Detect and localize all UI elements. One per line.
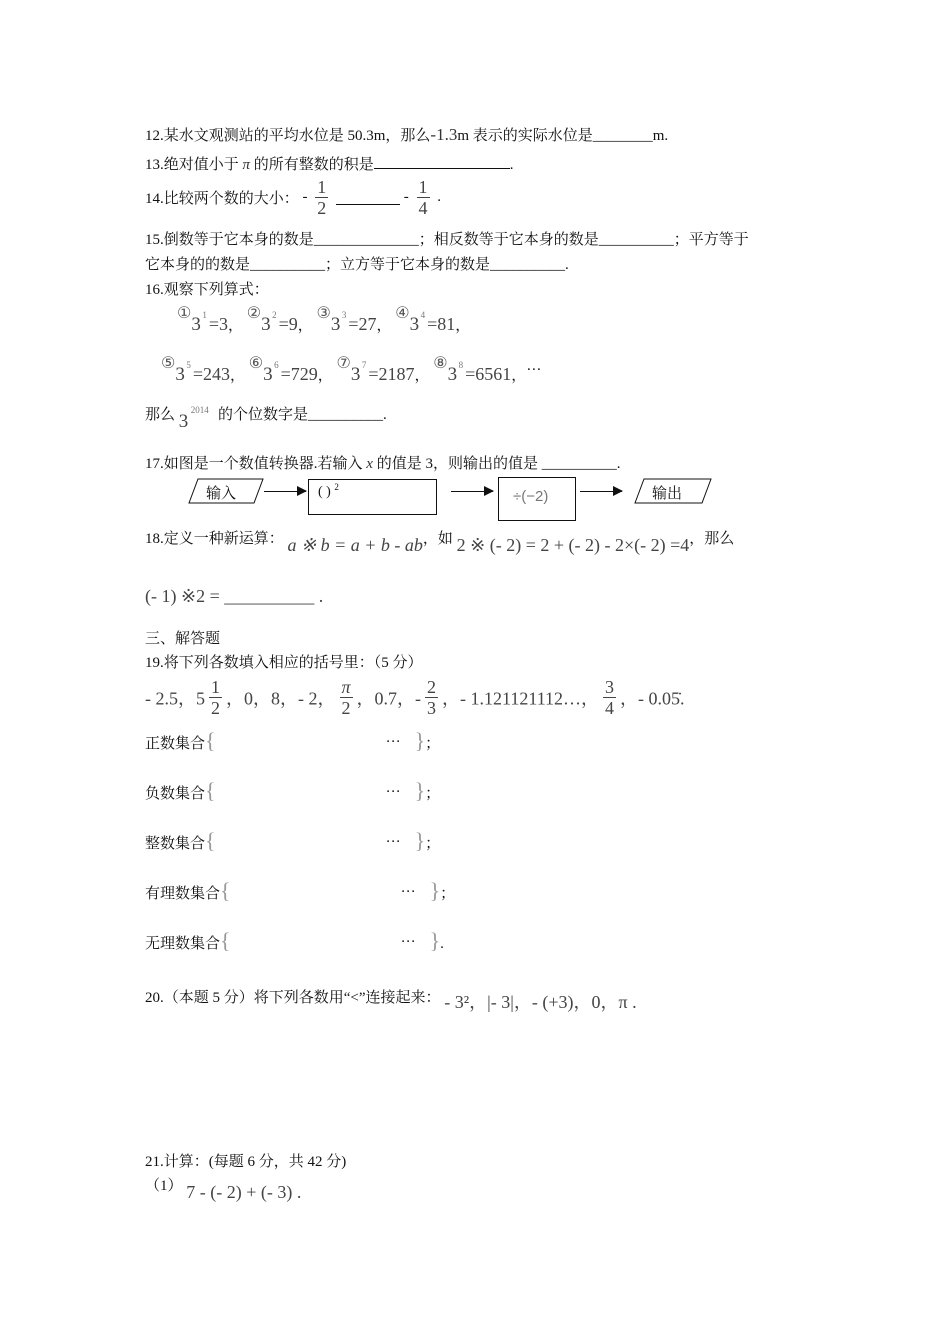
right-brace: } <box>429 878 441 903</box>
definition: a ※ b = a + b - ab <box>287 535 423 555</box>
q14-prefix: 14.比较两个数的大小： <box>145 191 299 207</box>
q12-suffix: m 表示的实际水位是________m. <box>457 128 669 144</box>
base: 3 <box>178 411 189 432</box>
ask-prefix: 那么 <box>145 407 176 423</box>
set-end: . <box>440 936 444 952</box>
power <box>191 310 207 336</box>
q19-numbers <box>145 677 685 718</box>
set-label: 正数集合 <box>145 736 206 752</box>
exponent: 1 <box>202 310 207 320</box>
result: =729 <box>280 364 318 384</box>
question-14 <box>145 177 441 218</box>
base: 3 <box>261 314 271 335</box>
left-brace: { <box>205 828 216 853</box>
exponent: 8 <box>458 360 464 370</box>
fraction <box>209 677 222 718</box>
exponent: 3 <box>341 310 347 320</box>
base: 3 <box>447 364 458 385</box>
question-16-title: 16.观察下列算式： <box>145 282 269 298</box>
right-brace: } <box>429 928 441 953</box>
nums-c: ，0.7，- <box>356 688 422 709</box>
exponent: 7 <box>361 360 367 370</box>
set-end: ； <box>425 736 441 752</box>
neg-sign: - <box>302 189 308 205</box>
q13-prefix: 13.绝对值小于 <box>145 157 239 173</box>
fraction <box>603 677 616 718</box>
nums-d: ，- 1.121121112…， <box>442 688 600 709</box>
arrow-right-icon <box>580 491 622 492</box>
result: =2187 <box>368 364 415 384</box>
power <box>263 360 279 386</box>
numerator: 3 <box>605 677 615 697</box>
circled-3: ③ <box>316 305 331 322</box>
ellipsis: … <box>385 780 401 796</box>
set-end: ； <box>425 786 441 802</box>
question-21-title: 21.计算：(每题 6 分，共 42 分) <box>145 1154 347 1170</box>
result: =3 <box>208 314 228 334</box>
left-brace: { <box>220 878 231 903</box>
denominator: 2 <box>317 198 327 218</box>
square-exponent: 2 <box>334 482 339 492</box>
set-irrational <box>145 928 444 954</box>
power <box>350 360 367 386</box>
base: 3 <box>330 314 341 335</box>
exponent: 2014 <box>190 405 209 415</box>
power <box>409 310 426 336</box>
set-end: ； <box>425 836 441 852</box>
denominator: 4 <box>605 698 615 718</box>
ellipsis: … <box>400 930 416 946</box>
ellipsis: … <box>526 358 542 374</box>
base: 3 <box>350 364 361 385</box>
left-brace: { <box>220 928 231 953</box>
question-17 <box>145 452 620 473</box>
q12-value: -1.3 <box>430 125 458 144</box>
circled-6: ⑥ <box>248 355 264 372</box>
q17-suffix: 的值是 3，则输出的值是 __________. <box>376 456 621 472</box>
q18-ask <box>145 586 323 607</box>
input-label: 输入 <box>206 486 237 502</box>
var-x: x <box>366 456 373 472</box>
answer-blank[interactable] <box>336 190 400 205</box>
q21-sub1 <box>145 1174 302 1202</box>
set-label: 无理数集合 <box>145 936 221 952</box>
question-19-title: 19.将下列各数填入相应的括号里：（5 分） <box>145 655 423 671</box>
sub1-expression: 7 - (- 2) + (- 3) . <box>186 1182 302 1202</box>
q16-ask <box>145 403 387 432</box>
exponent: 2 <box>272 310 277 320</box>
nums-a: - 2.5，5 <box>145 688 205 709</box>
answer-blank[interactable] <box>374 154 510 169</box>
circled-1: ① <box>177 305 192 322</box>
square-paren: ( ) <box>318 484 331 500</box>
right-brace: } <box>414 728 426 753</box>
question-13 <box>145 153 514 174</box>
q18-ask-expression: (- 1) ※2 = __________ . <box>145 586 324 606</box>
neg-sign: - <box>403 189 409 205</box>
circled-5: ⑤ <box>161 355 176 372</box>
q14-end: . <box>437 189 442 205</box>
fraction-half <box>315 177 328 218</box>
fraction-pi <box>340 677 353 718</box>
result: =6561 <box>465 364 512 384</box>
q16-row2: ⑤3 5 =243， ⑥3 6 =729， ⑦3 7 =2187， ⑧3 8 =6561，… <box>161 355 542 385</box>
set-negative <box>145 778 440 804</box>
q18-prefix: 18.定义一种新运算： <box>145 531 284 547</box>
q18-suffix: ，那么 <box>689 531 735 547</box>
power-2014 <box>178 405 209 433</box>
fraction <box>425 677 438 718</box>
exponent: 4 <box>420 310 426 320</box>
q20-items: - 3²，|- 3|，- (+3)，0，π . <box>444 992 637 1012</box>
arrow-right-icon <box>451 491 493 492</box>
ask-suffix: 的个位数字是__________. <box>218 407 387 423</box>
fraction-quarter <box>417 177 430 218</box>
output-label: 输出 <box>652 486 683 502</box>
example: 2 ※ (- 2) = 2 + (- 2) - 2×(- 2) =4 <box>456 535 690 555</box>
numerator: 2 <box>427 677 437 697</box>
denominator: 2 <box>341 698 351 718</box>
denominator: 3 <box>427 698 437 718</box>
ellipsis: … <box>385 830 401 846</box>
left-brace: { <box>205 728 216 753</box>
set-label: 整数集合 <box>145 836 206 852</box>
set-rational <box>145 878 455 904</box>
result: =9 <box>278 314 298 334</box>
numerator: 1 <box>418 177 428 197</box>
question-12 <box>145 124 668 145</box>
q18-mid: ，如 <box>422 531 453 547</box>
power <box>261 310 277 336</box>
question-18 <box>145 527 735 555</box>
nums-e: ，- 0.05̇. <box>620 688 685 709</box>
exponent: 6 <box>274 360 279 370</box>
right-brace: } <box>414 778 426 803</box>
q13-suffix: 的所有整数的积是 <box>253 157 374 173</box>
question-15-line1: 15.倒数等于它本身的数是______________；相反数等于它本身的数是__________；平方等于 <box>145 232 749 248</box>
exponent: 5 <box>186 360 191 370</box>
power <box>447 360 464 386</box>
numerator: 1 <box>211 677 220 697</box>
q16-row1: ①3 1 =3， ②3 2 =9， ③3 3 =27， ④3 4 =81， <box>177 305 471 335</box>
numerator: 1 <box>317 177 327 197</box>
power <box>175 360 191 386</box>
result: =27 <box>348 314 377 334</box>
numerator: π <box>341 677 351 697</box>
circled-4: ④ <box>395 305 410 322</box>
base: 3 <box>191 314 201 335</box>
ellipsis: … <box>400 880 416 896</box>
circled-8: ⑧ <box>433 355 448 372</box>
result: =81 <box>427 314 456 334</box>
circled-7: ⑦ <box>336 355 351 372</box>
question-15-line2: 它本身的的数是__________；立方等于它本身的数是__________. <box>145 257 569 273</box>
q13-end: . <box>509 157 514 173</box>
ellipsis: … <box>385 730 401 746</box>
pi-symbol: π <box>242 157 251 173</box>
q12-prefix: 12.某水文观测站的平均水位是 50.3m，那么 <box>145 128 431 144</box>
q17-prefix: 17.如图是一个数值转换器.若输入 <box>145 456 363 472</box>
section-heading: 三、解答题 <box>145 631 221 647</box>
q20-text: 20.（本题 5 分）将下列各数用“<”连接起来： <box>145 990 441 1006</box>
nums-b: ，0，8，- 2， <box>226 688 336 709</box>
circled-2: ② <box>246 305 262 322</box>
sub-label: （1） <box>145 1178 183 1194</box>
base: 3 <box>263 364 273 385</box>
square-expression <box>318 482 339 501</box>
set-integer <box>145 828 440 854</box>
power <box>330 310 347 336</box>
denominator: 2 <box>211 698 220 718</box>
set-label: 负数集合 <box>145 786 206 802</box>
arrow-right-icon <box>264 491 306 492</box>
denominator: 4 <box>418 198 428 218</box>
set-positive <box>145 728 440 754</box>
set-end: ； <box>440 886 456 902</box>
divide-label: ÷(−2) <box>513 488 549 505</box>
base: 3 <box>409 314 420 335</box>
base: 3 <box>175 364 185 385</box>
question-20 <box>145 982 637 1012</box>
result: =243 <box>192 364 230 384</box>
left-brace: { <box>205 778 216 803</box>
right-brace: } <box>414 828 426 853</box>
set-label: 有理数集合 <box>145 886 221 902</box>
